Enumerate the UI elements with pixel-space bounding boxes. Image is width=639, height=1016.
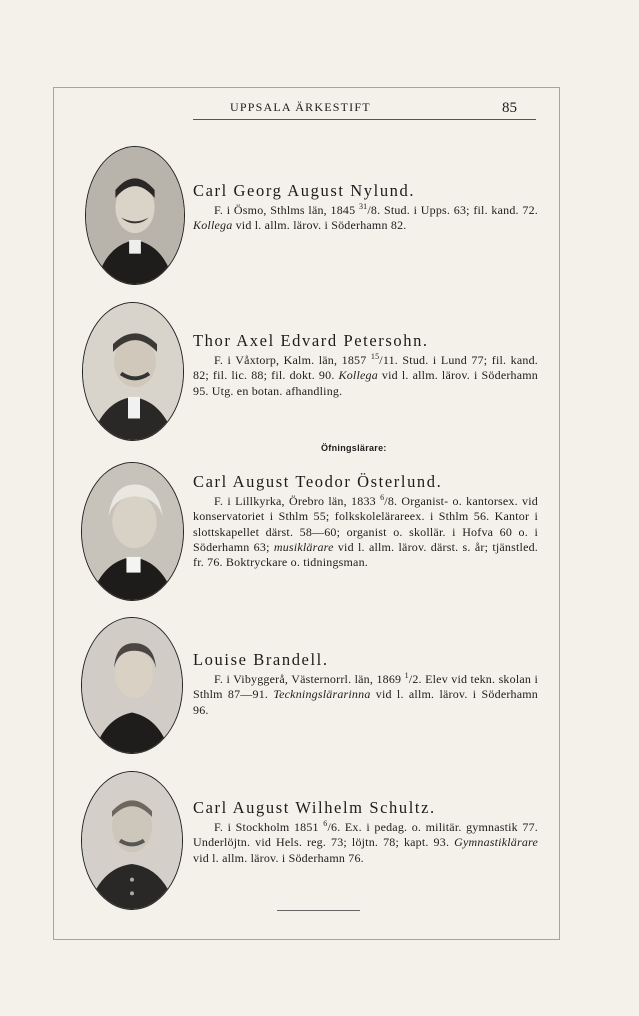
- person-bio: [193, 672, 538, 718]
- position-title: musiklärare: [273, 539, 334, 554]
- date-superscript: 15: [370, 352, 380, 361]
- bio-text: /8. Organist- o. kantorsex. vid konservatoriet i Sthlm 55; folkskolelärareex. i Sthlm 56. Kantor i slottskapellet därst. 58—60; organist o. skollär. i Hofva 60 o. i Söderhamn 63;: [193, 494, 538, 554]
- end-rule: [277, 910, 360, 911]
- section-heading: Öfningslärare:: [321, 443, 387, 453]
- bio-text: /2. Elev vid tekn. skolan i Sthlm 87—91.: [193, 672, 538, 702]
- biography-entry: [193, 331, 538, 399]
- person-bio: [193, 820, 538, 866]
- portrait-photo: [85, 146, 185, 285]
- biography-entry: [193, 472, 538, 570]
- person-name: Carl August Wilhelm Schultz.: [193, 798, 436, 817]
- portrait-photo: [81, 617, 183, 754]
- portrait-photo: [82, 302, 184, 441]
- bio-text: vid l. allm. lärov. i Söderhamn 76.: [193, 850, 364, 865]
- bio-text: F. i Våxtorp, Kalm. län, 1857: [214, 353, 371, 367]
- running-title: UPPSALA ÄRKESTIFT: [230, 100, 371, 114]
- portrait-photo: [81, 771, 183, 910]
- person-name: Thor Axel Edvard Petersohn.: [193, 331, 429, 350]
- bio-text: vid l. allm. lärov. i Söderhamn 96.: [193, 687, 539, 717]
- bio-text: vid l. allm. lärov. i Söderhamn 82.: [232, 218, 407, 233]
- biography-entry: [193, 798, 538, 866]
- date-superscript: 6: [380, 493, 385, 502]
- header-rule: [193, 119, 536, 120]
- position-title: Gymnastiklärare: [454, 835, 538, 850]
- position-title: Teckningslärarinna: [273, 687, 371, 702]
- bio-text: vid l. allm. lärov. i Söderhamn 95. Utg. en botan. afhandling.: [193, 368, 538, 398]
- position-title: Kollega: [193, 218, 233, 233]
- bio-text: /8. Stud. i Upps. 63; fil. kand. 72.: [367, 203, 538, 217]
- bio-text: vid l. allm. lärov. därst. s. år; tjänstled. fr. 76. Boktryckare o. tidningsman.: [193, 539, 538, 570]
- person-bio: [193, 353, 538, 399]
- person-bio: [193, 494, 538, 570]
- person-name: Carl August Teodor Österlund.: [193, 472, 443, 491]
- person-bio: [193, 203, 538, 234]
- person-name: Louise Brandell.: [193, 650, 329, 669]
- bio-text: /11. Stud. i Lund 77; fil. kand. 82; fil. lic. 88; fil. dokt. 90.: [193, 353, 538, 383]
- biography-entry: [193, 181, 538, 234]
- bio-text: F. i Ösmo, Sthlms län, 1845: [214, 203, 359, 217]
- date-superscript: 31: [358, 202, 368, 211]
- bio-text: F. i Stockholm 1851: [214, 820, 324, 834]
- bio-text: F. i Lillkyrka, Örebro län, 1833: [214, 494, 381, 508]
- bio-text: F. i Vibyggerå, Västernorrl. län, 1869: [214, 672, 405, 686]
- bio-text: /6. Ex. i pedag. o. militär. gymnastik 77. Underlöjtn. vid Hels. reg. 73; löjtn. 78; kapt. 93.: [193, 820, 538, 850]
- date-superscript: 1: [404, 671, 409, 680]
- person-name: Carl Georg August Nylund.: [193, 181, 416, 200]
- position-title: Kollega: [338, 368, 378, 383]
- biography-entry: [193, 650, 538, 718]
- date-superscript: 6: [323, 819, 328, 828]
- page-number: 85: [502, 100, 517, 116]
- portrait-photo: [81, 462, 184, 601]
